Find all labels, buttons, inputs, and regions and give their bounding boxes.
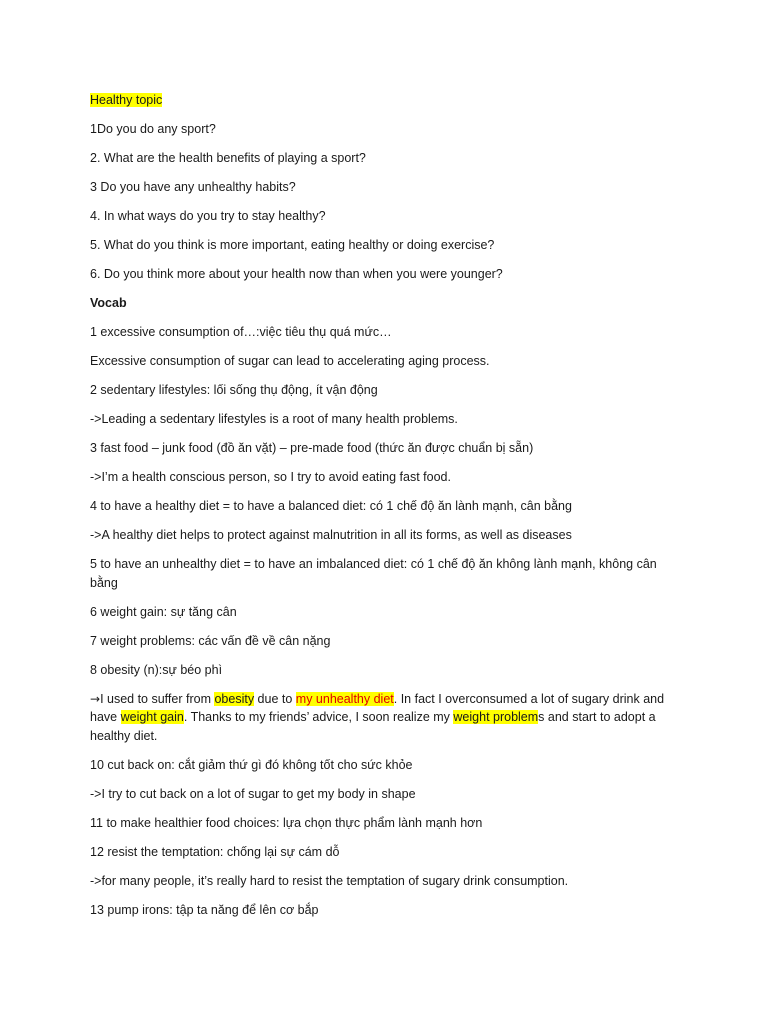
vocab-line-1: 1 excessive consumption of…:việc tiêu thụ quá mức… <box>90 325 392 339</box>
paragraph-text-2: due to <box>254 691 296 706</box>
example-paragraph <box>90 690 668 746</box>
vocab-line-3: 2 sedentary lifestyles: lối sống thụ động, ít vận động <box>90 383 378 397</box>
vocab-line-13: 10 cut back on: cắt giảm thứ gì đó không tốt cho sức khỏe <box>90 757 413 772</box>
paragraph-text-4: . Thanks to my friends’ advice, I soon realize my <box>183 710 454 724</box>
paragraph-text-5: s and start to adopt a healthy diet. <box>90 710 656 743</box>
title-line <box>90 91 668 110</box>
document-title: Healthy topic <box>90 93 163 107</box>
question-3: 3 Do you have any unhealthy habits? <box>90 180 296 194</box>
vocab-heading: Vocab <box>90 296 127 310</box>
vocab-line-18: 13 pump irons: tập ta năng để lên cơ bắp <box>90 902 319 917</box>
question-2: 2. What are the health benefits of playing a sport? <box>90 151 366 165</box>
question-6: 6. Do you think more about your health now than when you were younger? <box>90 267 503 281</box>
vocab-line-14: ->I try to cut back on a lot of sugar to get my body in shape <box>90 786 416 801</box>
vocab-line-5: 3 fast food – junk food (đồ ăn vặt) – pre-made food (thức ăn được chuẩn bị sẵn) <box>90 441 534 455</box>
highlight-weight-problem: weight problem <box>453 710 539 724</box>
vocab-line-17: ->for many people, it’s really hard to resist the temptation of sugary drink consumption. <box>90 873 569 888</box>
vocab-line-10: 6 weight gain: sự tăng cân <box>90 604 237 619</box>
highlight-weight-gain: weight gain <box>120 710 184 724</box>
highlight-unhealthy-diet: my unhealthy diet <box>295 691 394 706</box>
vocab-line-2: Excessive consumption of sugar can lead to accelerating aging process. <box>90 354 490 368</box>
vocab-line-7: 4 to have a healthy diet = to have a balanced diet: có 1 chế độ ăn lành mạnh, cân bằng <box>90 499 572 513</box>
vocab-line-11: 7 weight problems: các vấn đề về cân nặng <box>90 633 331 648</box>
paragraph-text-3: . In fact I overconsumed a lot of sugary drink and have <box>90 691 665 724</box>
paragraph-text-1: I used to suffer from <box>100 691 215 706</box>
vocab-line-16: 12 resist the temptation: chống lại sự cám dỗ <box>90 844 340 859</box>
vocab-line-15: 11 to make healthier food choices: lựa chọn thực phẩm lành mạnh hơn <box>90 815 483 830</box>
vocab-line-12: 8 obesity (n):sự béo phì <box>90 662 223 677</box>
question-4: 4. In what ways do you try to stay healthy? <box>90 209 326 223</box>
vocab-line-8: ->A healthy diet helps to protect against malnutrition in all its forms, as well as diseases <box>90 528 572 542</box>
highlight-obesity: obesity <box>214 691 255 706</box>
vocab-line-9: 5 to have an unhealthy diet = to have an imbalanced diet: có 1 chế độ ăn không lành mạnh, không cân bằng <box>90 557 657 590</box>
vocab-line-6: ->I’m a health conscious person, so I try to avoid eating fast food. <box>90 470 451 484</box>
arrow-icon: → <box>90 691 101 706</box>
question-5: 5. What do you think is more important, eating healthy or doing exercise? <box>90 238 495 252</box>
question-1: 1Do you do any sport? <box>90 122 216 136</box>
vocab-line-4: ->Leading a sedentary lifestyles is a root of many health problems. <box>90 412 458 426</box>
